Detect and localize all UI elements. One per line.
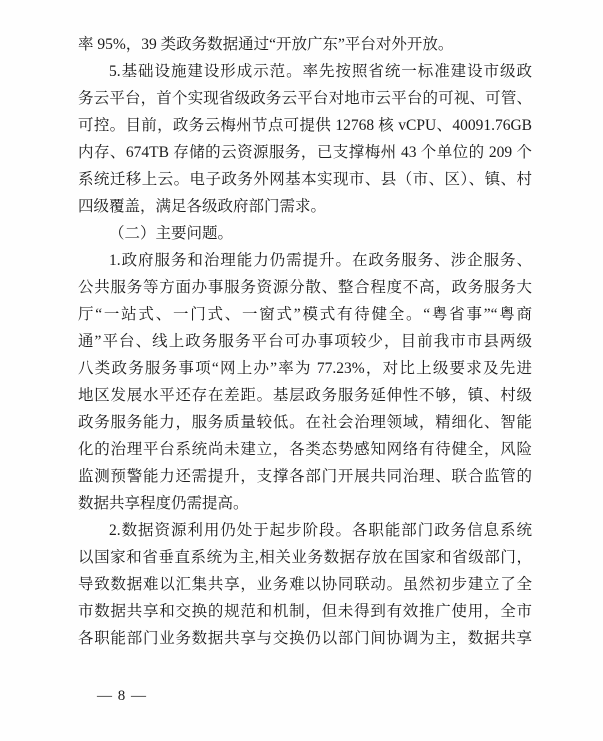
text-line: 政务服务能力，服务质量较低。在社会治理领域，精细化、智能 (78, 414, 532, 431)
text-line: 通”平台、线上政务服务平台可办事项较少，目前我市市县两级 (78, 333, 532, 350)
text-line: 内存、674TB 存储的云资源服务，已支撑梅州 43 个单位的 209 个 (78, 144, 532, 161)
text-line: 八类政务服务事项“网上办”率为 77.23%，对比上级要求及先进 (78, 360, 532, 377)
text-line: 5.基础设施建设形成示范。率先按照省统一标准建设市级政 (109, 63, 532, 80)
text-line: 系统迁移上云。电子政务外网基本实现市、县（市、区）、镇、村 (78, 171, 532, 188)
text-line: 化的治理平台系统尚未建立，各类态势感知网络有待健全，风险 (78, 441, 532, 458)
page-number: — 8 — (97, 688, 147, 704)
text-line: 市数据共享和交换的规范和机制，但未得到有效推广使用，全市 (78, 603, 532, 620)
text-line: 率 95%，39 类政务数据通过“开放广东”平台对外开放。 (78, 36, 454, 53)
text-line: 公共服务等方面办事服务资源分散、整合程度不高，政务服务大 (78, 279, 532, 296)
text-line: 2.数据资源利用仍处于起步阶段。各职能部门政务信息系统 (109, 522, 532, 539)
text-line: 以国家和省垂直系统为主,相关业务数据存放在国家和省级部门， (78, 549, 532, 566)
text-line: 1.政府服务和治理能力仍需提升。在政务服务、涉企服务、 (109, 252, 532, 269)
text-line: 厅“一站式、一门式、一窗式”模式有待健全。“粤省事”“粤商 (78, 306, 532, 323)
text-line: （二）主要问题。 (109, 225, 234, 242)
text-line: 可控。目前，政务云梅州节点可提供 12768 核 vCPU、40091.76GB (78, 117, 532, 134)
text-line: 四级覆盖，满足各级政府部门需求。 (78, 198, 327, 215)
document-body (78, 31, 532, 652)
text-line: 监测预警能力还需提升，支撑各部门开展共同治理、联合监管的 (78, 468, 532, 485)
text-line: 导致数据难以汇集共享，业务难以协同联动。虽然初步建立了全 (78, 576, 532, 593)
text-line: 数据共享程度仍需提高。 (78, 495, 249, 512)
text-line: 地区发展水平还存在差距。基层政务服务延伸性不够，镇、村级 (78, 387, 532, 404)
text-line: 各职能部门业务数据共享与交换仍以部门间协调为主，数据共享 (78, 630, 532, 647)
text-line: 务云平台，首个实现省级政务云平台对地市云平台的可视、可管、 (78, 90, 532, 107)
